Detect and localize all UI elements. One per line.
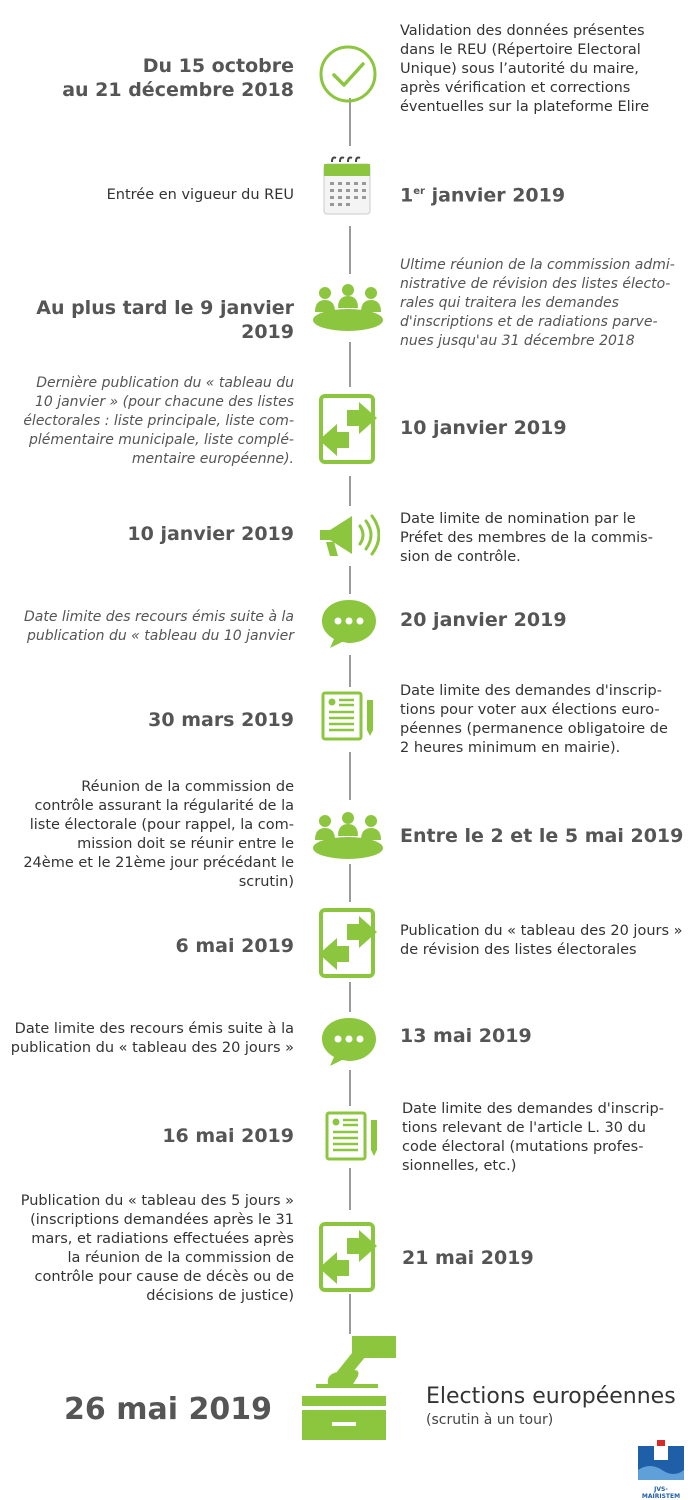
meeting-icon: [311, 812, 385, 860]
text-line: tions relevant de l'article L. 30 du: [402, 1120, 646, 1136]
text-line: (inscriptions demandées après le 31: [30, 1212, 294, 1228]
text-line: de révision des listes électorales: [400, 942, 637, 958]
text-line: péennes (permanence obligatoire de: [400, 721, 668, 737]
timeline-line: [349, 1294, 351, 1334]
timeline-line: [349, 342, 351, 387]
event-date: 30 mars 2019: [148, 709, 294, 731]
timeline-line: [349, 98, 351, 146]
text-line: rales qui traitera les demandes: [400, 295, 619, 311]
timeline-line: [349, 476, 351, 506]
text-line: Préfet des membres de la commis-: [400, 530, 653, 546]
event-description: [400, 510, 690, 567]
exchange-icon: [317, 1220, 379, 1294]
text-line: mars, et radiations effectuées après: [31, 1231, 294, 1247]
timeline-line: [349, 1070, 351, 1106]
timeline-line: [349, 752, 351, 800]
text-line: nues jusqu'au 31 décembre 2018: [400, 333, 635, 349]
date-line: au 21 décembre 2018: [62, 79, 294, 101]
event-description: [402, 1100, 697, 1176]
event-date: Au plus tard le 9 janvier 2019: [36, 297, 294, 343]
event-date: 16 mai 2019: [162, 1125, 294, 1147]
event-date: 20 janvier 2019: [400, 609, 567, 631]
meeting-icon: [311, 284, 385, 332]
text-line: contrôle pour cause de décès ou de: [34, 1269, 294, 1285]
date-rest: janvier 2019: [424, 184, 566, 207]
text-line: nistrative de révision des listes électo-: [400, 276, 671, 292]
text-line: Validation des données présentes: [400, 23, 645, 39]
text-line: 2 heures minimum en mairie).: [400, 740, 621, 756]
text-line: mentaire européenne).: [131, 451, 294, 467]
event-description: [10, 608, 294, 646]
event-description: [400, 256, 695, 351]
text-line: Date limite des recours émis suite à la: [14, 1021, 294, 1037]
text-line: scrutin): [238, 874, 294, 890]
ballot-box-icon: [292, 1334, 402, 1444]
event-date: [400, 180, 680, 207]
text-line: publication du « tableau des 20 jours »: [10, 1040, 294, 1056]
text-line: code électoral (mutations profes-: [402, 1139, 644, 1155]
text-line: Date limite des demandes d'inscrip-: [400, 683, 662, 699]
event-date: 21 mai 2019: [402, 1247, 534, 1269]
text-line: tions pour voter aux élections euro-: [400, 702, 660, 718]
text-line: Date limite des recours émis suite à la: [23, 609, 294, 625]
timeline-line: [349, 226, 351, 274]
event-description: [400, 922, 695, 960]
text-line: 24ème et le 21ème jour précédant le: [23, 855, 294, 871]
text-line: liste électorale (pour rappel, la com-: [29, 817, 294, 833]
text-line: plémentaire municipale, liste complé-: [29, 432, 294, 448]
logo-text: JVS-MAIRISTEM: [641, 1486, 681, 1500]
timeline-line: [349, 1168, 351, 1210]
text-line: Dernière publication du « tableau du: [36, 375, 294, 391]
date-number: 1: [400, 184, 414, 207]
event-date: [40, 54, 294, 102]
exchange-icon: [317, 906, 379, 980]
text-line: Ultime réunion de la commission admi-: [400, 257, 675, 273]
text-line: Date limite des demandes d'inscrip-: [402, 1101, 664, 1117]
check-icon: [318, 44, 378, 104]
election-subtitle: (scrutin à un tour): [426, 1412, 554, 1428]
text-line: Publication du « tableau des 5 jours »: [20, 1193, 294, 1209]
timeline-line: [349, 566, 351, 594]
election-date: 26 mai 2019: [64, 1392, 272, 1427]
logo-mark: [636, 1440, 686, 1482]
event-description: [10, 1192, 294, 1306]
event-date: 10 janvier 2019: [127, 523, 294, 545]
text-line: électorales : liste principale, liste com-: [23, 413, 294, 429]
timeline-line: [349, 982, 351, 1012]
jvs-logo: [636, 1440, 686, 1500]
exchange-icon: [317, 392, 379, 466]
text-line: Date limite de nomination par le: [400, 511, 636, 527]
event-date: 10 janvier 2019: [400, 417, 567, 439]
text-line: dans le REU (Répertoire Electoral: [400, 42, 641, 58]
chat-icon: [320, 598, 378, 650]
text-line: après vérification et corrections: [400, 80, 631, 96]
text-line: mission doit se réunir entre le: [77, 836, 294, 852]
timeline-line: [349, 864, 351, 902]
text-line: éventuelles sur la plateforme Elire: [400, 99, 650, 115]
form-icon: [324, 1110, 380, 1162]
date-sup: er: [413, 186, 425, 197]
text-line: la réunion de la commission de: [67, 1250, 294, 1266]
chat-icon: [320, 1016, 378, 1068]
text-line: Réunion de la commission de: [81, 779, 294, 795]
event-date: 6 mai 2019: [175, 935, 294, 957]
text-line: Publication du « tableau des 20 jours »: [400, 923, 683, 939]
event-date: Entre le 2 et le 5 mai 2019: [400, 825, 684, 847]
form-icon: [320, 690, 376, 742]
event-description: [10, 778, 294, 892]
event-description: [4, 1020, 294, 1058]
election-title: Elections européennes: [426, 1384, 676, 1409]
text-line: décisions de justice): [146, 1288, 294, 1304]
calendar-icon: [318, 154, 374, 216]
date-line: Du 15 octobre: [142, 55, 294, 77]
text-line: publication du « tableau du 10 janvier: [27, 628, 294, 644]
timeline-line: [349, 655, 351, 687]
text-line: sion de contrôle.: [400, 549, 521, 565]
event-date: 13 mai 2019: [400, 1025, 532, 1047]
event-description: [400, 682, 695, 758]
text-line: Unique) sous l’autorité du maire,: [400, 61, 639, 77]
text-line: d'inscriptions et de radiations parve-: [400, 314, 658, 330]
text-line: sionnelles, etc.): [402, 1158, 517, 1174]
text-line: contrôle assurant la régularité de la: [34, 798, 294, 814]
event-description: [10, 374, 294, 469]
event-label: Entrée en vigueur du REU: [106, 187, 294, 203]
event-description: [400, 22, 690, 117]
megaphone-icon: [316, 512, 380, 560]
text-line: 10 janvier » (pour chacune des listes: [34, 394, 294, 410]
